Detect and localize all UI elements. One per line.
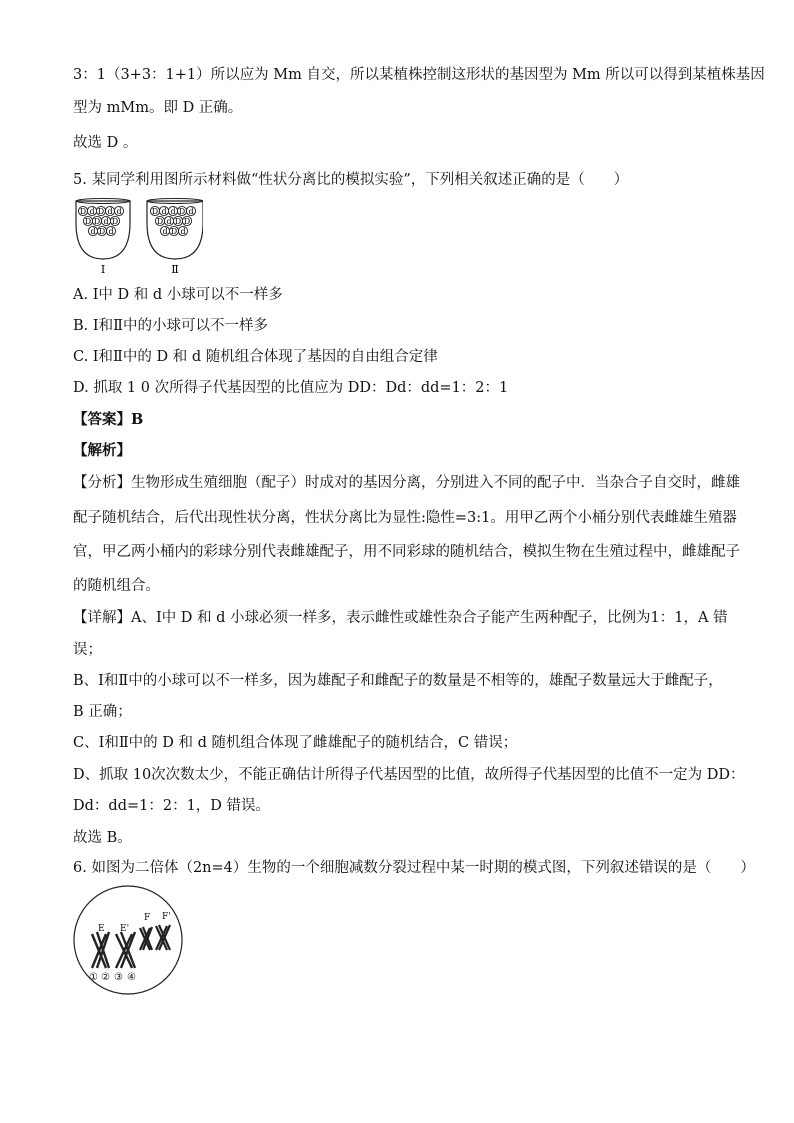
ball-label: d <box>108 227 114 236</box>
option-b: B. Ⅰ和Ⅱ中的小球可以不一样多 <box>73 318 268 334</box>
ball-label: D <box>178 207 186 216</box>
ball-label: D <box>98 227 106 236</box>
answer-heading: 【答案】B <box>73 411 144 428</box>
ball-label: d <box>90 227 96 236</box>
label-4: ④ <box>127 972 136 983</box>
ball-label: D <box>156 217 164 226</box>
ball-label: d <box>89 207 95 216</box>
analysis-line-3: 官，甲乙两小桶内的彩球分别代表雌雄配子，用不同彩球的随机结合，模拟生物在生殖过程中，雌雄配子 <box>73 544 740 560</box>
ball-label: D <box>93 217 101 226</box>
bucket-2 <box>147 199 203 277</box>
text-line-2: 型为 mMm。即 D 正确。 <box>73 100 243 116</box>
cell-figure <box>72 884 184 996</box>
detail-line-6: D、抓取 10次次数太少，不能正确估计所得子代基因型的比值，故所得子代基因型的比值不一定为 DD： <box>73 767 745 783</box>
text-line-1: 3：1（3+3：1+1）所以应为 Mm 自交，所以某植株控制这形状的基因型为 Mm 所以可以得到某植株基因 <box>73 67 765 83</box>
chromosome-1-2 <box>92 932 109 968</box>
detail-line-3: B、Ⅰ和Ⅱ中的小球可以不一样多，因为雄配子和雌配子的数量是不相等的，雄配子数量远大于雌配子， <box>73 673 723 689</box>
detail-line-7: Dd：dd=1：2：1，D 错误。 <box>73 798 271 814</box>
ball-label: D <box>111 217 119 226</box>
ball-label: d <box>162 227 168 236</box>
detail-line-5: C、Ⅰ和Ⅱ中的 D 和 d 随机组合体现了雌雄配子的随机结合，C 错误； <box>73 735 518 751</box>
label-f: F <box>144 913 151 923</box>
ball-label: D <box>170 227 178 236</box>
bucket-1-label: Ⅰ <box>100 263 106 276</box>
ball-label: d <box>107 207 113 216</box>
analysis-heading: 【解析】 <box>73 442 131 459</box>
option-a: A. Ⅰ中 D 和 d 小球可以不一样多 <box>73 287 283 303</box>
ball-label: D <box>174 217 182 226</box>
bucket-1-balls <box>78 206 123 236</box>
ball-label: D <box>79 207 87 216</box>
text-line-3: 故选 D 。 <box>73 135 138 151</box>
ball-label: d <box>180 227 186 236</box>
question-6-stem: 6. 如图为二倍体（2n=4）生物的一个细胞减数分裂过程中某一时期的模式图，下列叙述错误的是（ ） <box>73 860 755 876</box>
detail-line-4: B 正确； <box>73 704 132 720</box>
option-c: C. Ⅰ和Ⅱ中的 D 和 d 随机组合体现了基因的自由组合定律 <box>73 349 438 365</box>
label-e-prime: E' <box>120 924 130 934</box>
chromosome-3-4 <box>116 932 135 968</box>
ball-label: D <box>183 217 191 226</box>
label-e: E <box>98 924 105 934</box>
ball-label: d <box>188 207 194 216</box>
bucket-2-balls <box>150 206 195 236</box>
detail-line-1: 【详解】A、Ⅰ中 D 和 d 小球必须一样多，表示雌性或雄性杂合子能产生两种配子，比例为1：1，A 错 <box>73 610 728 626</box>
detail-line-2: 误； <box>73 642 102 658</box>
bucket-1 <box>76 199 130 277</box>
option-d: D. 抓取 1 0 次所得子代基因型的比值应为 DD：Dd：dd=1：2：1 <box>73 380 509 396</box>
analysis-line-4: 的随机组合。 <box>73 578 160 594</box>
label-f-prime: F' <box>162 912 171 922</box>
bucket-2-label: Ⅱ <box>171 263 179 276</box>
ball-label: D <box>97 207 105 216</box>
label-1: ① <box>89 972 98 983</box>
ball-label: d <box>170 207 176 216</box>
ball-label: d <box>103 217 109 226</box>
ball-label: d <box>161 207 167 216</box>
ball-label: D <box>84 217 92 226</box>
ball-label: d <box>166 217 172 226</box>
conclusion-line: 故选 B。 <box>73 830 132 846</box>
label-3: ③ <box>114 972 123 983</box>
ball-label: d <box>116 207 122 216</box>
bucket-figure <box>73 197 203 279</box>
question-5-stem: 5. 某同学利用图所示材料做“性状分离比的模拟实验”，下列相关叙述正确的是（ ） <box>73 172 629 188</box>
analysis-line-1: 【分析】生物形成生殖细胞（配子）时成对的基因分离，分别进入不同的配子中．当杂合子自交时，雌雄 <box>73 475 740 491</box>
chromosome-small-f <box>140 927 152 950</box>
analysis-line-2: 配子随机结合，后代出现性状分离，性状分离比为显性:隐性=3:1。用甲乙两个小桶分别代表雌雄生殖器 <box>73 510 737 526</box>
label-2: ② <box>101 972 110 983</box>
chromosome-small-f-prime <box>156 925 170 950</box>
ball-label: D <box>151 207 159 216</box>
